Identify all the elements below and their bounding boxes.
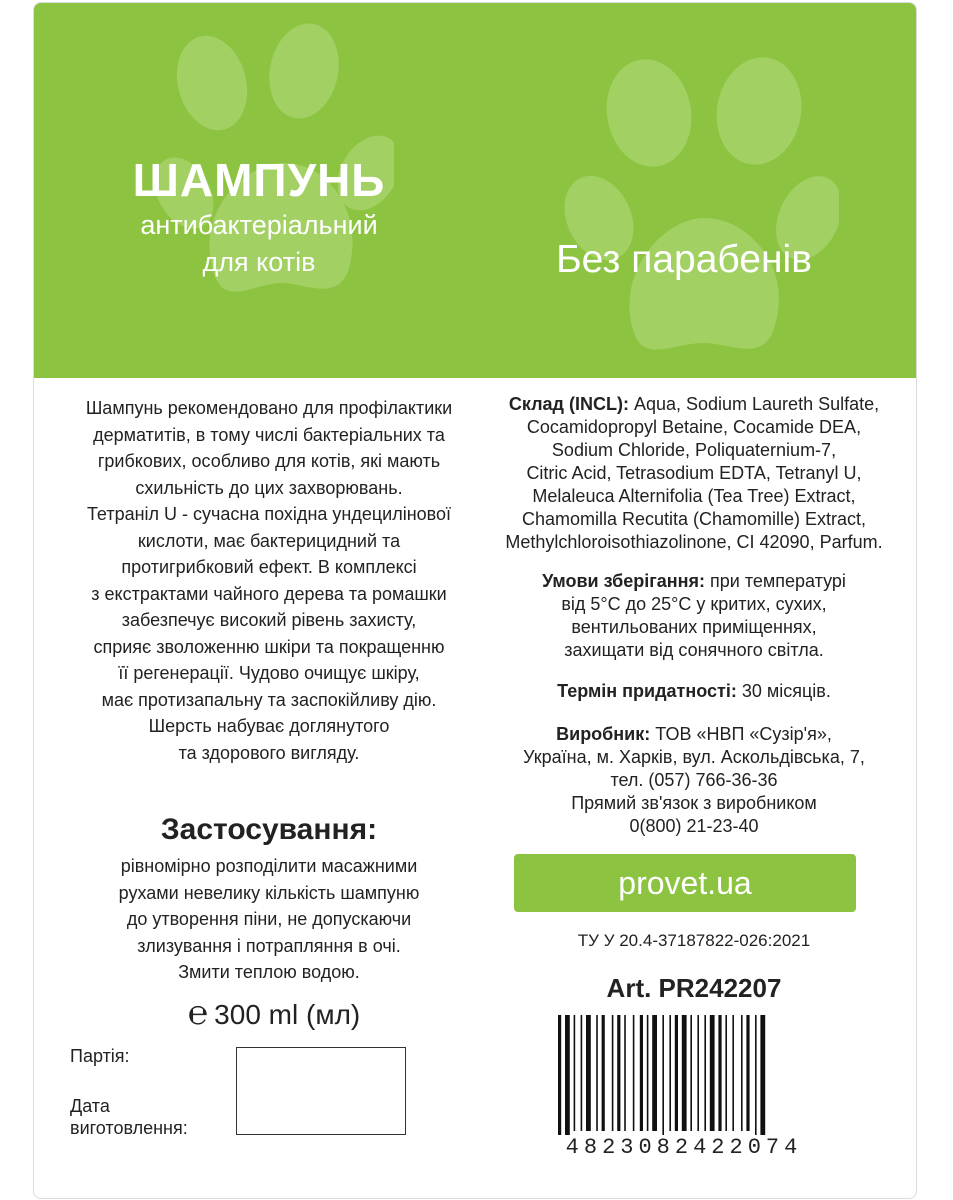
text-line: до утворення піни, не допускаючи bbox=[126, 909, 412, 929]
estimated-sign-icon: ℮ bbox=[187, 993, 209, 1033]
text-line: Україна, м. Харків, вул. Аскольдівська, 7, bbox=[523, 747, 865, 767]
text-line: грибкових, особливо для котів, які мають bbox=[97, 451, 441, 471]
barcode-bar bbox=[690, 1015, 692, 1131]
label-header bbox=[34, 3, 916, 378]
text-line: Citric Acid, Tetrasodium EDTA, Tetranyl U, bbox=[526, 463, 862, 483]
text-line: кислоти, має бактерицидний та bbox=[137, 530, 401, 551]
barcode-bar bbox=[596, 1015, 598, 1131]
technical-spec-code: ТУ У 20.4-37187822-026:2021 bbox=[577, 931, 811, 950]
barcode-bar bbox=[682, 1015, 687, 1131]
text-line: сприяє зволоженню шкіри та покращенню bbox=[93, 636, 445, 657]
website-banner: provet.ua bbox=[514, 854, 856, 912]
barcode-bar bbox=[640, 1015, 643, 1131]
text-line: Melaleuca Alternifolia (Tea Tree) Extract, bbox=[532, 486, 856, 506]
barcode-bar bbox=[669, 1015, 671, 1131]
manufacturer: Виробник: ТОВ «НВП «Сузір'я», Україна, м. Харків, вул. Аскольдівська, 7, тел. (057) 766-36-36 Прямий зв'язок з виробником 0(800) 21-23-40 bbox=[489, 723, 899, 838]
application-instructions bbox=[64, 853, 474, 986]
storage-label: Умови зберігання: bbox=[542, 571, 705, 591]
barcode-bar bbox=[581, 1015, 583, 1131]
text-line: схильність до цих захворювань. bbox=[135, 477, 403, 498]
article-number: Art. PR242207 bbox=[606, 973, 782, 1003]
text-line: злизування і потрапляння в очі. bbox=[137, 935, 401, 956]
barcode-bar bbox=[558, 1015, 561, 1145]
barcode-bar bbox=[617, 1015, 620, 1131]
barcode-bar bbox=[612, 1015, 614, 1131]
barcode-bar bbox=[647, 1015, 649, 1131]
text-line: дерматитів, в тому числі бактеріальних та bbox=[93, 424, 445, 445]
barcode-bar bbox=[652, 1015, 657, 1131]
barcode-digits: 4823082422074 bbox=[544, 1135, 824, 1160]
product-target: для котів bbox=[202, 247, 316, 277]
text-line: захищати від сонячного світла. bbox=[564, 640, 824, 660]
composition: Склад (INCL): Aqua, Sodium Laureth Sulfate, Cocamidopropyl Betaine, Cocamide DEA, Sodium Chloride, Poliquaternium-7, Citric Acid, Tetrasodium EDTA, Tetranyl U, Melaleuca Alternifolia (Tea Tree) Extract, Chamomilla Recutita (Chamomille) Extract, Methylchloroisothiazolinone, CI 42090, Parfum. bbox=[489, 393, 899, 554]
batch-info-box bbox=[236, 1047, 406, 1135]
storage-conditions: Умови зберігання: при температурі від 5°C до 25°C у критих, сухих, вентильованих приміщеннях, захищати від сонячного світла. bbox=[489, 570, 899, 662]
text-line: вентильованих приміщеннях, bbox=[571, 617, 817, 637]
barcode-bar bbox=[725, 1015, 727, 1131]
barcode-bar bbox=[602, 1015, 605, 1131]
text-line: Прямий зв'язок з виробником bbox=[571, 793, 817, 813]
shelf-life: Термін придатності: 30 місяців. bbox=[557, 681, 831, 701]
manufacturer-label: Виробник: bbox=[556, 724, 651, 744]
barcode-bar bbox=[675, 1015, 678, 1131]
shelf-life-label: Термін придатності: bbox=[557, 681, 737, 701]
text-line: рухами невелику кількість шампуню bbox=[118, 882, 420, 903]
barcode-bar bbox=[624, 1015, 626, 1131]
paw-print-icon bbox=[559, 43, 839, 363]
text-line: протигрибковий ефект. В комплексі bbox=[121, 557, 417, 577]
barcode-bar bbox=[760, 1015, 765, 1145]
text-line: та здорового вигляду. bbox=[178, 742, 360, 763]
barcode-bar bbox=[586, 1015, 591, 1131]
text-line: 0(800) 21-23-40 bbox=[629, 816, 759, 836]
text-line: Sodium Chloride, Poliquaternium-7, bbox=[551, 440, 837, 460]
text-line: Chamomilla Recutita (Chamomille) Extract, bbox=[521, 509, 867, 529]
barcode-bar bbox=[755, 1015, 757, 1145]
text-line: від 5°C до 25°C у критих, сухих, bbox=[561, 594, 827, 614]
barcode-bar bbox=[565, 1015, 570, 1145]
text-line: рівномірно розподілити масажними bbox=[120, 856, 418, 876]
barcode-bar bbox=[746, 1015, 749, 1131]
paraben-free-claim: Без парабенів bbox=[556, 238, 812, 281]
barcode-bar bbox=[732, 1015, 734, 1131]
barcode-bar bbox=[741, 1015, 743, 1131]
text-line: Cocamidopropyl Betaine, Cocamide DEA, bbox=[526, 417, 862, 437]
product-title: ШАМПУНЬ bbox=[132, 154, 386, 206]
application-title: Застосування: bbox=[160, 813, 378, 846]
text-line: забезпечує високий рівень захисту, bbox=[121, 610, 417, 630]
description bbox=[64, 395, 474, 766]
text-line: Шампунь рекомендовано для профілактики bbox=[85, 398, 453, 418]
batch-label: Партія: bbox=[70, 1046, 130, 1066]
barcode-bar bbox=[704, 1015, 706, 1131]
product-subtitle: антибактеріальний bbox=[140, 210, 378, 240]
text-line: Methylchloroisothiazolinone, CI 42090, Parfum. bbox=[505, 532, 883, 552]
text-line: Тетраніл U - сучасна похідна ундецилінової bbox=[86, 504, 452, 524]
barcode-bar bbox=[718, 1015, 721, 1131]
text-line: Шерсть набуває доглянутого bbox=[148, 716, 390, 736]
barcode-bar bbox=[697, 1015, 699, 1131]
barcode-bar bbox=[710, 1015, 715, 1131]
text-line: з екстрактами чайного дерева та ромашки bbox=[91, 583, 447, 604]
product-label bbox=[33, 2, 917, 1199]
barcode-bar bbox=[574, 1015, 576, 1131]
barcode-bar bbox=[633, 1015, 635, 1131]
text-line: тел. (057) 766-36-36 bbox=[610, 770, 778, 790]
volume-text: 300 ml (мл) bbox=[214, 999, 361, 1030]
volume bbox=[154, 993, 394, 1033]
text-line: має протизапальну та заспокійливу дію. bbox=[101, 689, 437, 710]
text-line: її регенерації. Чудово очищує шкіру, bbox=[118, 663, 420, 683]
barcode-bar bbox=[662, 1015, 664, 1145]
manufacture-date-label: Дата виготовлення: bbox=[70, 1096, 188, 1138]
text-line: Змити теплою водою. bbox=[178, 962, 360, 982]
composition-label: Склад (INCL): bbox=[508, 394, 629, 414]
